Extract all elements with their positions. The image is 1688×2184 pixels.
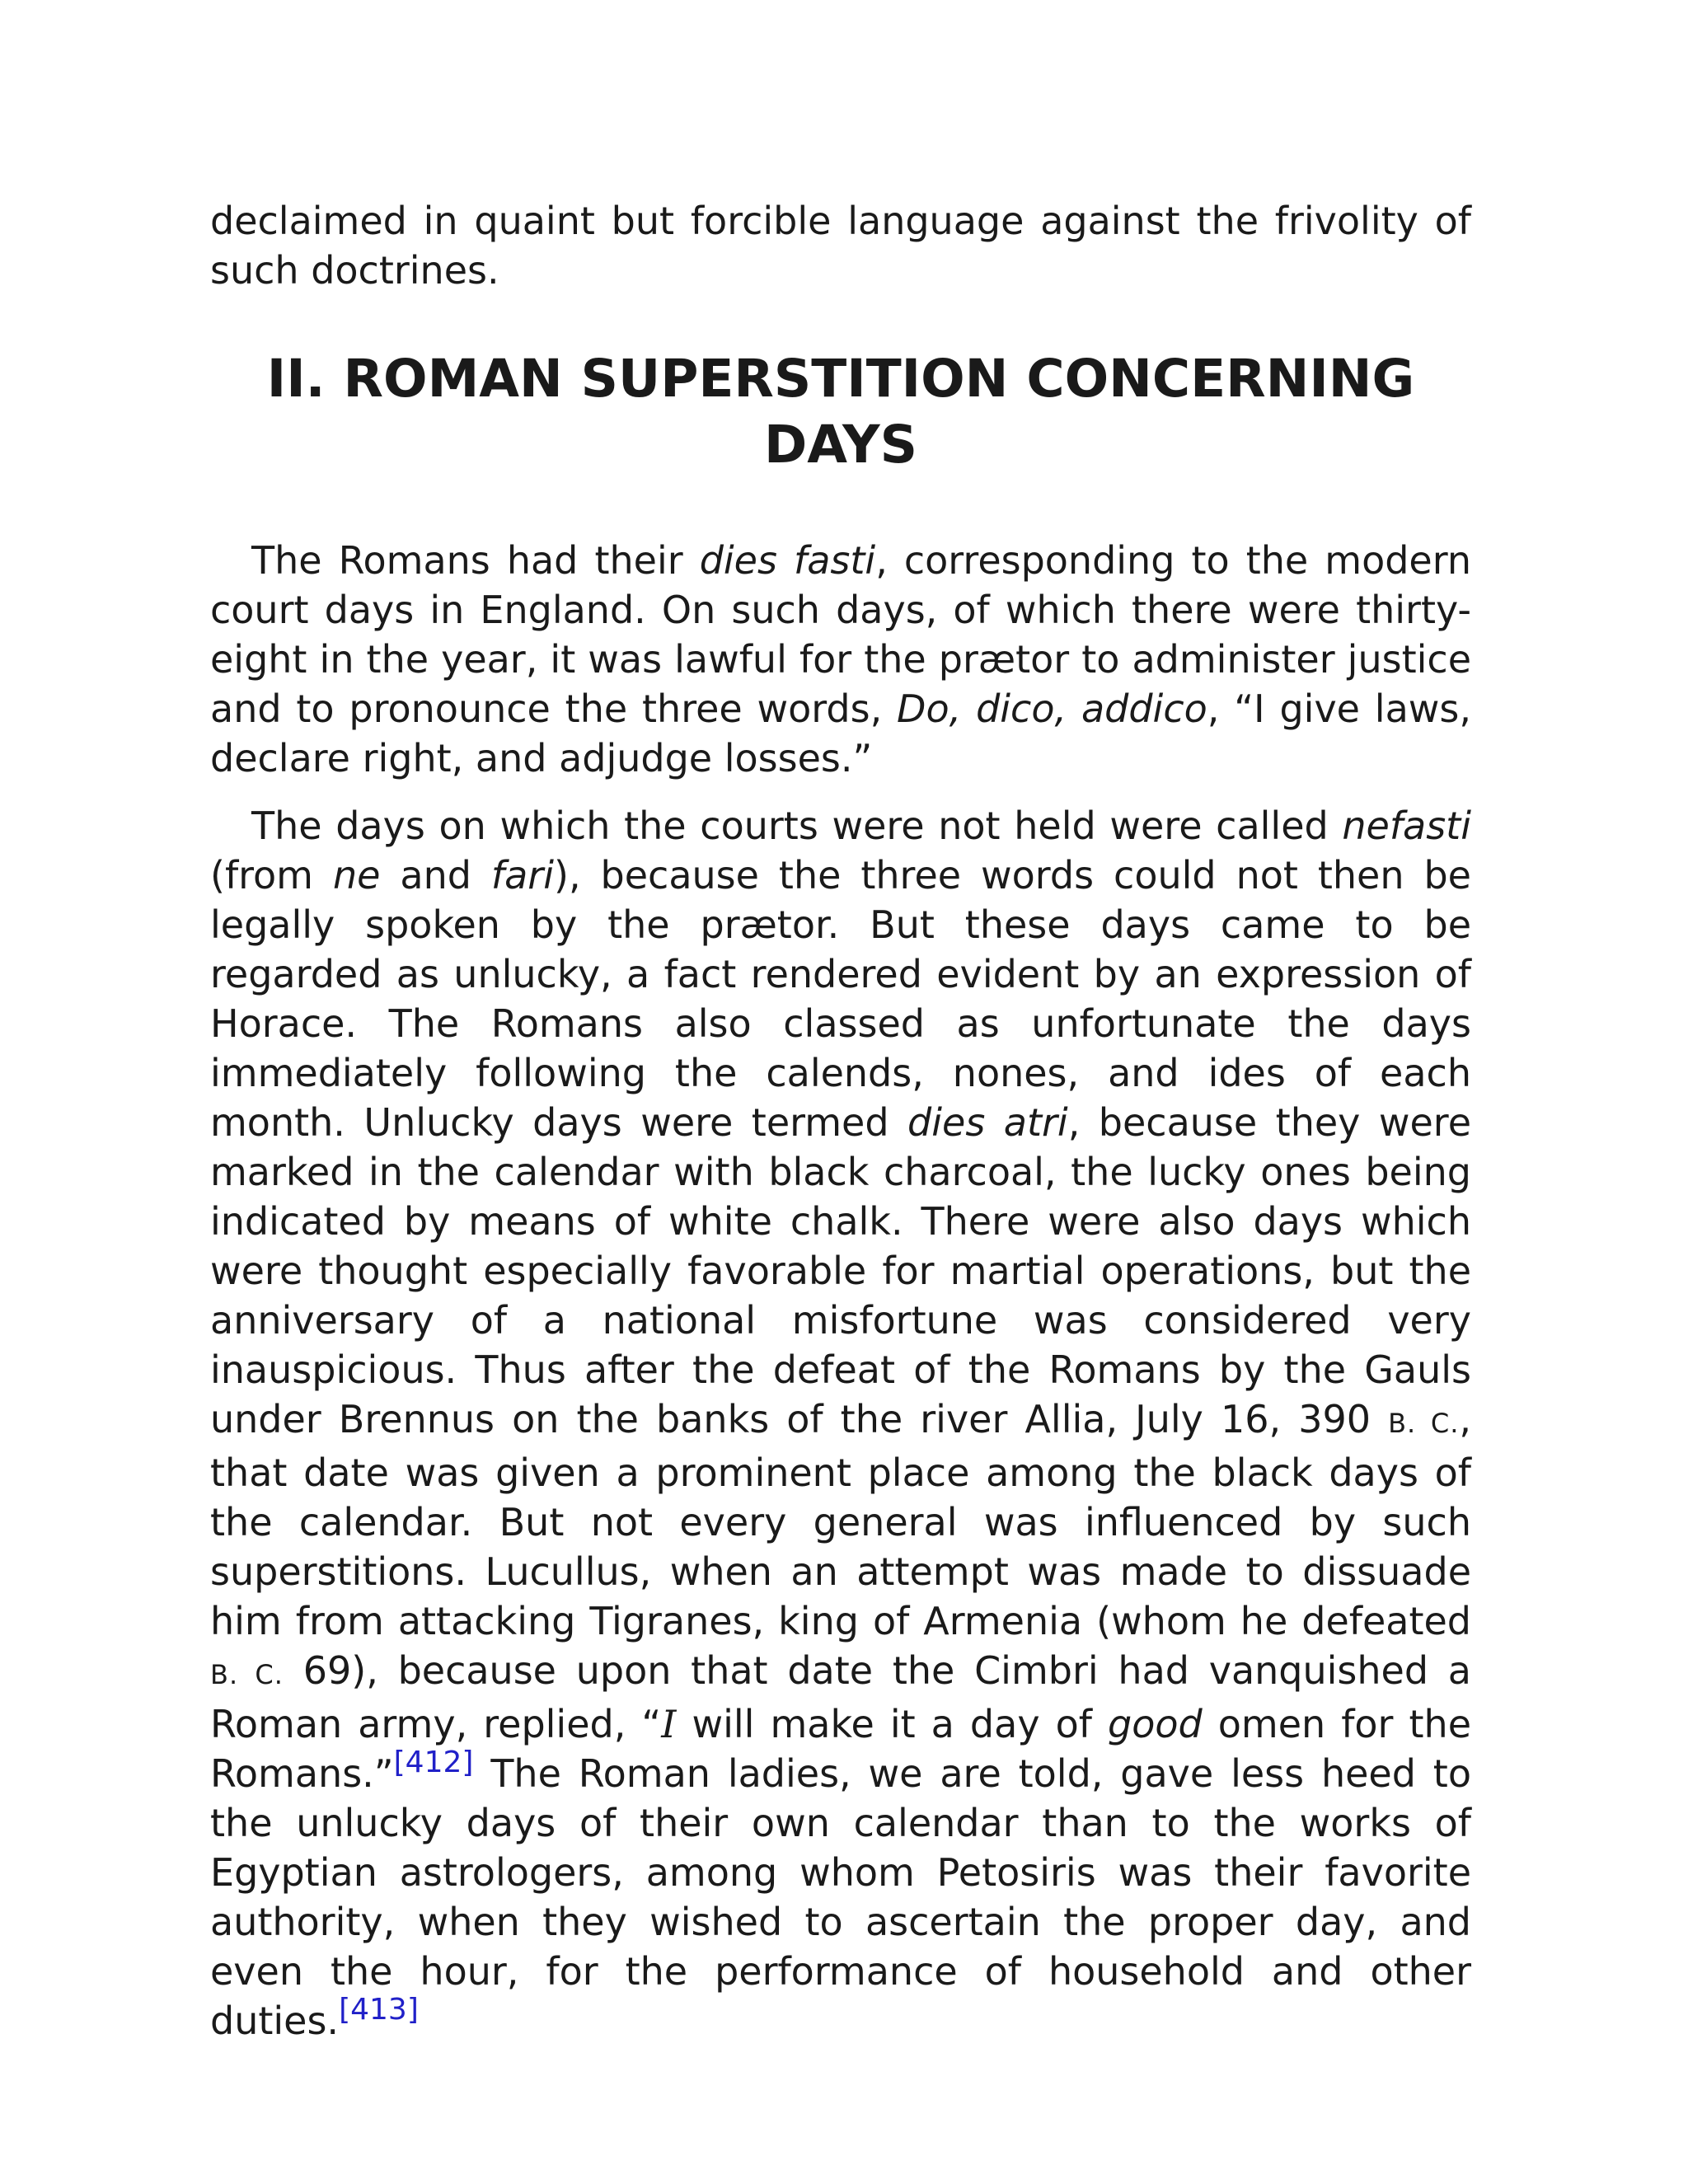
italic-good: good xyxy=(1108,1702,1203,1746)
smallcaps-bc: B. C. xyxy=(210,1659,284,1690)
text-run: , because they were marked in the calendar with black charcoal, the lucky ones being indicated by means of white chalk. There were also days which were thought especially favorable for martial operations, but the anniversary of a national misfortune was considered very inauspicious. Thus after the defeat of the Romans by the Gauls under Brennus on the banks of the river Allia, July 16, 390 xyxy=(210,1100,1471,1441)
intro-paragraph: declaimed in quaint but forcible language against the frivolity of such doctrines. xyxy=(210,199,1471,293)
text-run: (from xyxy=(210,853,333,898)
italic-fari: fari xyxy=(490,853,554,898)
section-heading: II. ROMAN SUPERSTITION CONCERNING DAYS xyxy=(266,349,1415,475)
text-run: and xyxy=(380,853,491,898)
footnote-ref-412 xyxy=(394,1746,474,1779)
text-run: , that date was given a prominent place among the black days of the calendar. But not every general was influenced by such superstitions. Lucullus, when an attempt was made to dissuade him from attacking Tigranes, king of Armenia (whom he defeated xyxy=(210,1397,1471,1643)
footnote-ref-413 xyxy=(339,1993,419,2027)
footnote-link-412[interactable]: [412] xyxy=(393,1746,474,1779)
text-run: 69), because upon that date the Cimbri had vanquished a Roman army, replied, “ xyxy=(210,1648,1472,1746)
smallcaps-bc: B. C. xyxy=(1388,1408,1460,1439)
italic-i: I xyxy=(661,1702,677,1746)
italic-do-dico-addico: Do, dico, addico xyxy=(897,687,1207,731)
text-run: ), because the three words could not then be legally spoken by the prætor. But these days came to be regarded as unlucky, a fact rendered evident by an expression of Horace. The Romans also classed as unfortunate the days immediately following the calends, nones, and ides of each month. Unlucky days were termed xyxy=(210,853,1471,1145)
text-run: The Romans had their xyxy=(251,538,700,583)
italic-dies-atri: dies atri xyxy=(907,1100,1068,1145)
paragraph-dies-fasti xyxy=(210,536,1471,783)
page-content xyxy=(210,196,1471,2064)
text-run: , corresponding to the modern court days in England. On such days, of which there were thirty-eight in the year, it was lawful for the prætor to administer justice and to pronounce the three words, xyxy=(210,538,1471,731)
text-run: , “I give laws, declare right, and adjudge losses.” xyxy=(210,687,1471,780)
italic-nefasti: nefasti xyxy=(1342,804,1471,848)
paragraph-nefasti xyxy=(210,801,1471,2046)
italic-dies-fasti: dies fasti xyxy=(699,538,876,583)
text-run: omen for the Romans.” xyxy=(210,1702,1472,1796)
footnote-link-413[interactable]: [413] xyxy=(339,1993,419,2027)
text-run: The Roman ladies, we are told, gave less heed to the unlucky days of their own calendar than to the works of Egyptian astrologers, among whom Petosiris was their favorite authority, when they wished to ascertain the proper day, and even the hour, for the performance of household and other duties. xyxy=(210,1751,1471,2043)
text-run: will make it a day of xyxy=(676,1702,1108,1746)
italic-ne: ne xyxy=(332,853,381,898)
text-run: The days on which the courts were not held were called xyxy=(251,804,1343,848)
